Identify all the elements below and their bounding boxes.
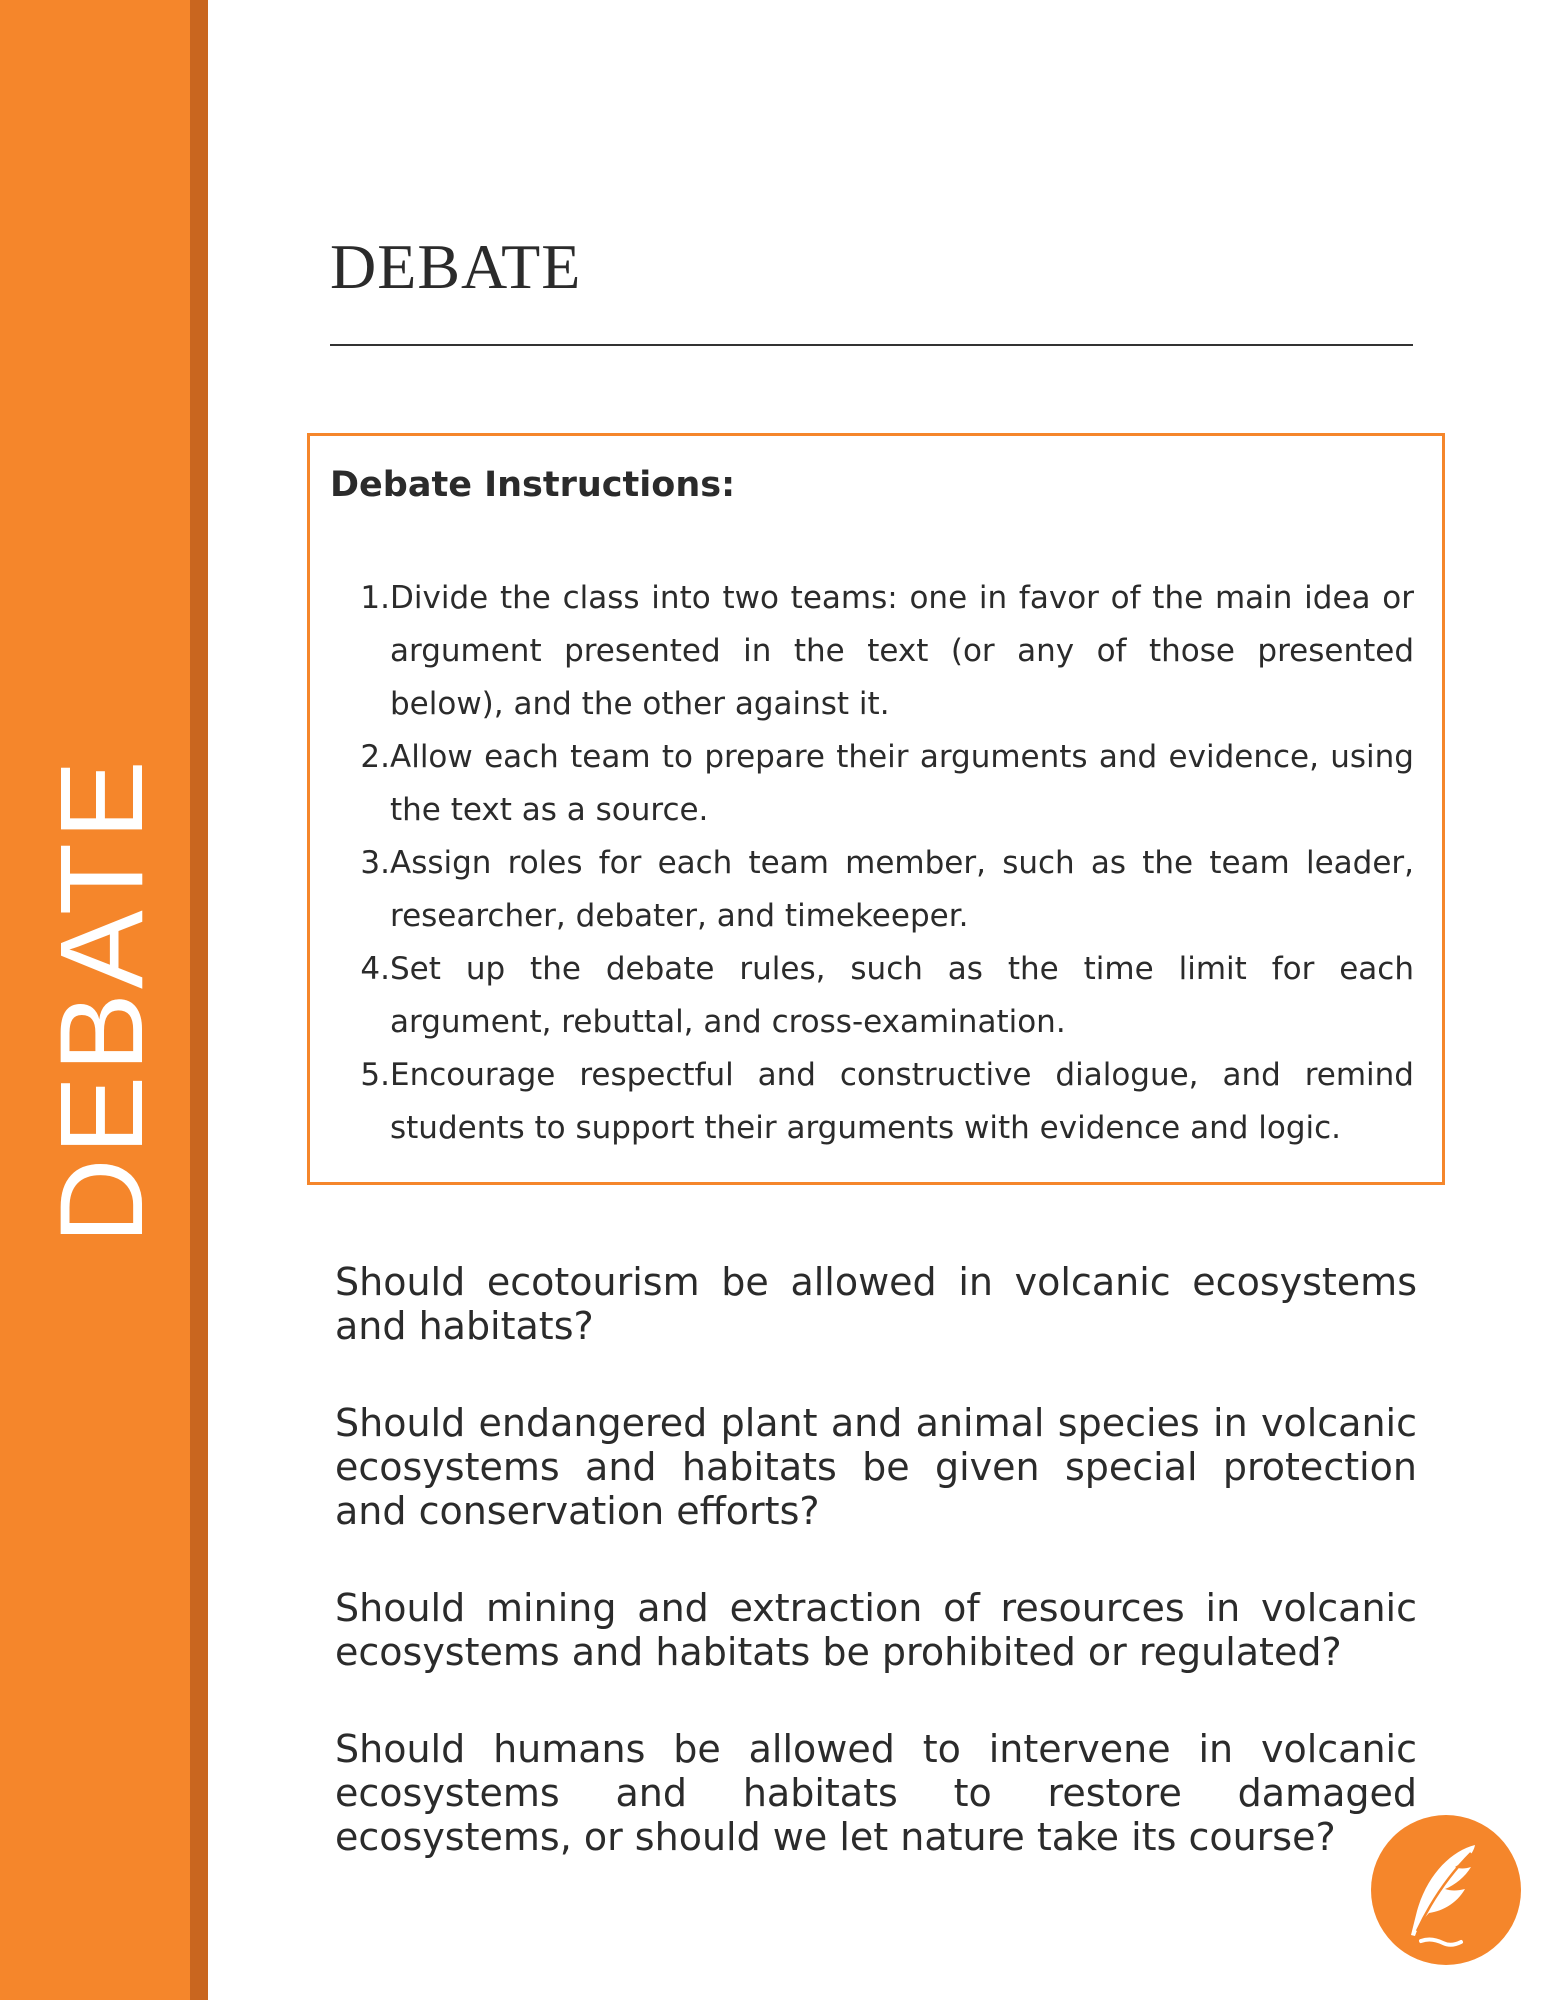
- debate-question-1: Should ecotourism be allowed in volcanic ecosystems and habitats?: [335, 1260, 1417, 1348]
- sidebar-vertical-label: DEBATE: [36, 756, 168, 1244]
- page-title: DEBATE: [330, 231, 582, 302]
- instructions-heading: Debate Instructions:: [330, 465, 736, 505]
- debate-question-3: Should mining and extraction of resources in volcanic ecosystems and habitats be prohibited or regulated?: [335, 1586, 1417, 1674]
- step-number: 1.: [360, 580, 390, 616]
- sidebar-edge-stripe: [190, 0, 208, 2000]
- step-text: Assign roles for each team member, such as the team leader, researcher, debater, and timekeeper.: [390, 845, 1414, 934]
- step-number: 5.: [360, 1057, 390, 1093]
- title-divider: [330, 344, 1413, 346]
- step-text: Set up the debate rules, such as the time limit for each argument, rebuttal, and cross-examination.: [390, 951, 1414, 1040]
- instruction-step: [330, 572, 1414, 731]
- feather-quill-icon: [1371, 1815, 1521, 1965]
- debate-question-2: Should endangered plant and animal species in volcanic ecosystems and habitats be given special protection and conservation efforts?: [335, 1401, 1417, 1533]
- step-number: 2.: [360, 739, 390, 775]
- logo-badge: [1371, 1815, 1521, 1965]
- debate-question-4: Should humans be allowed to intervene in volcanic ecosystems and habitats to restore damaged ecosystems, or should we let nature take its course?: [335, 1727, 1417, 1859]
- step-number: 3.: [360, 845, 390, 881]
- instruction-step: [330, 943, 1414, 1049]
- step-text: Encourage respectful and constructive dialogue, and remind students to support their arguments with evidence and logic.: [390, 1057, 1414, 1146]
- instruction-step: [330, 731, 1414, 837]
- instruction-step: [330, 1049, 1414, 1155]
- step-text: Allow each team to prepare their arguments and evidence, using the text as a source.: [390, 739, 1414, 828]
- step-number: 4.: [360, 951, 390, 987]
- instructions-list: [330, 572, 1414, 1155]
- step-text: Divide the class into two teams: one in favor of the main idea or argument presented in the text (or any of those presented below), and the other against it.: [390, 580, 1414, 722]
- instruction-step: [330, 837, 1414, 943]
